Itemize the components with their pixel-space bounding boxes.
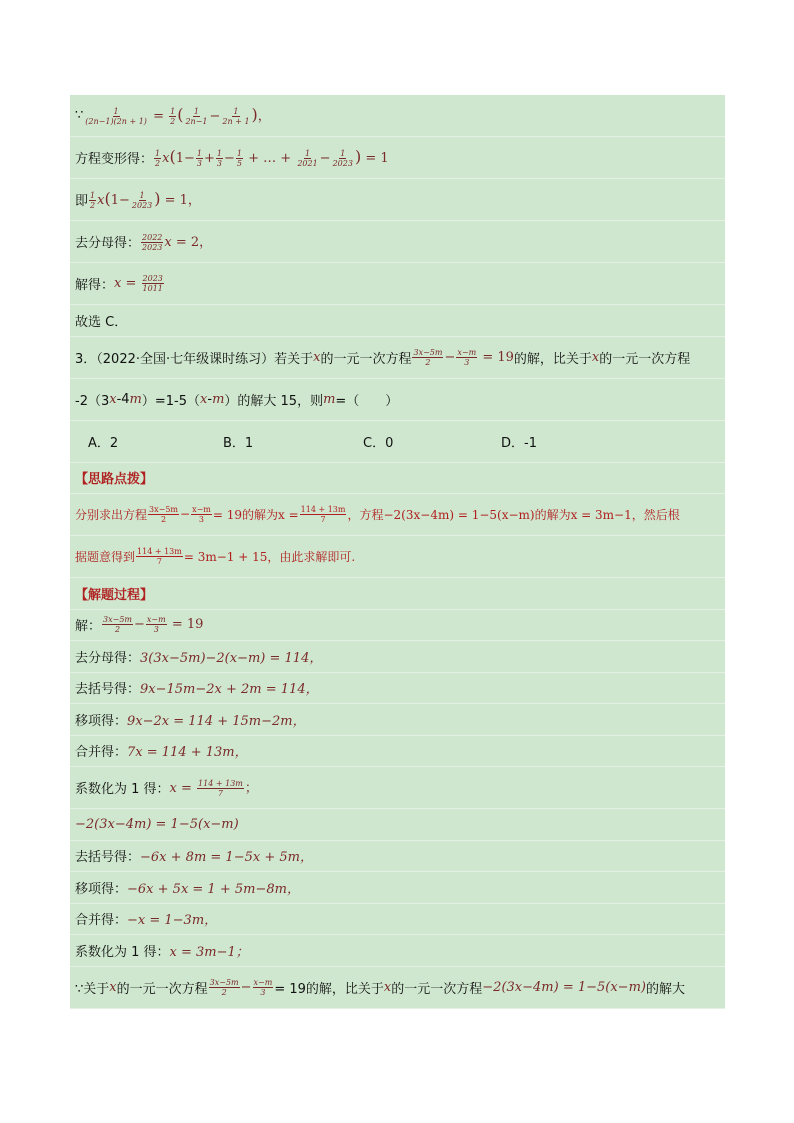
solution-step-3 — [70, 673, 725, 705]
numerator: 1 — [113, 107, 119, 116]
step-label: 即 — [75, 194, 89, 209]
line-solution — [70, 263, 725, 305]
option-c[interactable]: C．0 — [363, 435, 394, 451]
question-3-line-2 — [70, 379, 725, 421]
denominator: 3 — [198, 515, 205, 524]
variable-x: x — [97, 193, 105, 208]
left-hand-side: x = — [114, 276, 137, 291]
fraction — [148, 505, 179, 524]
solution-step-6 — [70, 767, 725, 809]
denominator: 2 — [425, 357, 431, 367]
solution-step-5 — [70, 736, 725, 768]
formula-partial-fraction: $\frac{1}{(2n-1)(2n + 1)}$ = $\frac{1}{2}$ ( $\frac{1}{2n-1}$ − $\frac{1}{2n + 1}$ )， — [85, 105, 271, 126]
step-label: 去分母得： — [75, 650, 141, 666]
numerator: x−m — [253, 977, 273, 987]
question-text: - — [207, 391, 213, 407]
denominator: 5 — [236, 159, 242, 168]
formula: 9x−15m−2x + 2m = 114， — [140, 682, 319, 698]
question-text: -2（3 — [75, 393, 110, 409]
formula: $\frac{3x-5m}{2}$ − $\frac{x-m}{3}$ = 19 — [103, 615, 204, 635]
numerator: 1 — [216, 149, 222, 158]
denominator: 3 — [153, 625, 159, 635]
numerator: 1 — [196, 149, 202, 158]
fraction — [142, 274, 164, 293]
numerator: 3x−5m — [413, 347, 443, 357]
variable-m: m — [129, 391, 142, 407]
fraction — [154, 149, 161, 168]
question-text: 的一元一次方程 — [320, 351, 412, 367]
fraction — [412, 348, 443, 367]
line-namely — [70, 179, 725, 221]
formula: −2(3x−4m) = 1−5(x−m) — [482, 979, 646, 995]
denominator: 3 — [260, 987, 266, 997]
right-hand-side: = 2， — [171, 235, 213, 250]
variable-m: m — [323, 391, 336, 407]
ellipsis: + … + — [243, 151, 296, 166]
fraction — [191, 505, 212, 524]
formula — [170, 777, 258, 798]
solution-step-10 — [70, 904, 725, 936]
numerator: 114 + 13m — [300, 505, 346, 514]
fraction — [184, 107, 208, 126]
solution-heading: 【解题过程】 — [75, 587, 154, 603]
solution-step-7 — [70, 809, 725, 841]
equals-sign: = — [153, 109, 164, 124]
left-hand-side: x = — [169, 781, 197, 796]
step-text: 的解大 — [645, 981, 685, 997]
hint-heading-row — [70, 463, 725, 495]
hint-line-2 — [70, 536, 725, 578]
denominator: 2023 — [332, 159, 353, 168]
step-text: 的一元一次方程 — [391, 981, 483, 997]
step-text: ∵关于 — [75, 981, 110, 997]
numerator: 2022 — [142, 233, 163, 242]
numerator: 2023 — [142, 274, 163, 283]
fraction — [332, 149, 354, 168]
variable-x: x — [200, 391, 208, 407]
fraction — [209, 978, 240, 997]
formula: 7x = 114 + 13m， — [127, 745, 248, 761]
hint-text: = 3m−1 + 15，由此求解即可. — [183, 550, 356, 564]
denominator: 3 — [216, 159, 222, 168]
numerator: 1 — [139, 191, 145, 200]
formula: $\frac{3x-5m}{2}$ − $\frac{x-m}{3}$ — [149, 505, 211, 524]
numerator: 1 — [340, 149, 346, 158]
question-text: -4 — [116, 391, 130, 407]
fraction — [300, 505, 347, 524]
punctuation: ； — [244, 781, 258, 796]
hint-text: ，方程−2(3x−4m) = 1−5(x−m)的解为x = 3m−1，然后根 — [347, 508, 680, 522]
numerator: x−m — [192, 505, 211, 514]
numerator: 114 + 13m — [137, 547, 182, 556]
option-a[interactable]: A．2 — [88, 435, 119, 451]
fraction — [221, 107, 250, 126]
variable-x: x — [383, 979, 392, 995]
right-hand-side: = 19 — [478, 349, 514, 365]
numerator: 1 — [90, 191, 96, 200]
step-label: 去括号得： — [75, 850, 141, 866]
formula-telescoping-sum: $\frac{1}{2}$ x(1− $\frac{1}{3}$ + $\frac{1}{3}$ − $\frac{1}{5}$ + … + $\frac{1}{2021}$ − $\frac{1}{2023}$ ) = 1 — [155, 147, 389, 168]
solution-heading-row — [70, 578, 725, 610]
minus-sign: − — [209, 109, 221, 124]
fraction — [253, 978, 274, 997]
fraction — [102, 615, 133, 634]
variable-x: x — [313, 349, 321, 365]
formula — [114, 274, 165, 293]
formula: 3(3x−5m)−2(x−m) = 114， — [140, 650, 323, 666]
line-since — [70, 95, 725, 137]
question-text: ）的解大 15，则 — [224, 393, 324, 409]
step-label: 解得： — [75, 278, 115, 293]
fraction — [196, 149, 203, 168]
fraction — [236, 149, 243, 168]
numerator: 1 — [170, 107, 176, 116]
step-label: 去括号得： — [75, 682, 141, 698]
numerator: x−m — [457, 347, 477, 357]
denominator: 2 — [221, 987, 227, 997]
denominator: 7 — [217, 789, 223, 798]
step-text: = 19的解，比关于 — [274, 981, 384, 997]
denominator: 2 — [114, 625, 121, 635]
variable-x: x — [162, 151, 170, 166]
denominator: 2n + 1 — [222, 117, 250, 126]
denominator: 2 — [155, 159, 161, 168]
variable-x: x — [591, 349, 600, 365]
hint-line-1 — [70, 494, 725, 536]
question-text: 的一元一次方程 — [599, 351, 691, 367]
denominator: 2021 — [297, 159, 318, 168]
fraction — [136, 547, 183, 566]
hint-text: 分别求出方程 — [75, 508, 148, 522]
step-label: 方程变形得： — [75, 152, 154, 167]
solution-step-9 — [70, 872, 725, 904]
line-transform — [70, 137, 725, 179]
solution-step-4 — [70, 704, 725, 736]
fraction — [197, 779, 244, 798]
solution-step-11 — [70, 935, 725, 967]
denominator: 2 — [170, 117, 176, 126]
denominator: 7 — [156, 557, 162, 566]
fraction — [131, 191, 153, 210]
right-hand-side: = 1， — [160, 193, 201, 208]
variable-x: x — [109, 391, 117, 407]
formula — [140, 231, 212, 252]
line-answer — [70, 305, 725, 337]
numerator: 1 — [233, 107, 239, 116]
step-label: 去分母得： — [75, 236, 141, 251]
answer-text: 故选 C． — [75, 314, 128, 330]
variable-x: x — [164, 235, 172, 250]
variable-m: m — [212, 391, 225, 407]
step-label: 移项得： — [75, 713, 128, 729]
formula: 9x−2x = 114 + 15m−2m， — [127, 713, 306, 729]
numerator: 1 — [236, 149, 242, 158]
document-body — [70, 95, 725, 1009]
denominator: 7 — [320, 515, 326, 524]
right-hand-side: = 1 — [361, 151, 389, 166]
denominator: 1011 — [142, 284, 163, 293]
fraction — [141, 233, 163, 252]
step-label: 系数化为 1 得： — [75, 944, 170, 960]
fraction — [296, 149, 318, 168]
variable-x: x — [109, 979, 117, 995]
denominator: 2023 — [131, 201, 153, 210]
step-label: 解： — [75, 619, 102, 635]
formula: x = 3m−1； — [169, 944, 249, 960]
right-hand-side: = 19 — [167, 617, 204, 633]
solution-step-2 — [70, 641, 725, 673]
step-label: 合并得： — [75, 913, 128, 929]
number: 1 — [175, 151, 184, 166]
denominator: 2 — [90, 201, 96, 210]
formula: $\frac{3x-5m}{2}$ − $\frac{x-m}{3}$ = 19 — [413, 347, 514, 367]
option-d[interactable]: D．-1 — [501, 435, 537, 451]
numerator: 3x−5m — [209, 977, 239, 987]
question-text: 3．（2022·全国·七年级课时练习）若关于 — [75, 351, 314, 367]
denominator: 3 — [196, 159, 202, 168]
numerator: 1 — [193, 107, 200, 116]
step-text: 的一元一次方程 — [116, 981, 208, 997]
line-clear-denominator — [70, 221, 725, 263]
fraction — [89, 191, 96, 210]
numerator: 1 — [304, 149, 311, 158]
question-text: 的解，比关于 — [513, 351, 592, 367]
punctuation: ， — [257, 109, 271, 124]
numerator: 3x−5m — [103, 615, 132, 625]
numerator: 3x−5m — [149, 505, 178, 514]
numerator: 114 + 13m — [198, 779, 243, 788]
hint-text: 据题意得到 — [75, 550, 136, 564]
formula-simplified: $\frac{1}{2}$ x(1− $\frac{1}{2023}$ ) = 1， — [90, 189, 201, 210]
fraction — [456, 348, 477, 367]
denominator: 2023 — [142, 243, 163, 252]
solution-step-8 — [70, 841, 725, 873]
numerator: x−m — [146, 615, 166, 625]
question-text: =（ ） — [335, 393, 399, 409]
solution-step-1 — [70, 610, 725, 642]
fraction — [146, 615, 167, 634]
step-label: 移项得： — [75, 881, 128, 897]
question-3-line-1 — [70, 337, 725, 379]
denominator: 3 — [464, 357, 470, 367]
formula: $\frac{3x-5m}{2}$ − $\frac{x-m}{3}$ — [209, 977, 273, 997]
solution-step-12 — [70, 967, 725, 1009]
since-symbol: ∵ — [75, 108, 84, 123]
formula: −6x + 5x = 1 + 5m−8m， — [127, 881, 300, 897]
fraction — [216, 149, 223, 168]
hint-text: = 19的解为 — [212, 508, 279, 522]
numerator: 1 — [155, 149, 161, 158]
formula: −6x + 8m = 1−5x + 5m， — [140, 850, 313, 866]
denominator: 2 — [160, 515, 167, 524]
step-label: 系数化为 1 得： — [75, 782, 170, 797]
question-text: ）=1-5（ — [141, 393, 201, 409]
hint-heading: 【思路点拨】 — [75, 472, 154, 488]
formula: −2(3x−4m) = 1−5(x−m) — [75, 816, 239, 832]
fraction — [169, 107, 176, 126]
option-b[interactable]: B．1 — [223, 435, 254, 451]
fraction — [84, 107, 148, 126]
denominator: (2n−1)(2n + 1) — [85, 117, 147, 126]
number: 1 — [110, 193, 119, 208]
denominator: 2n−1 — [185, 117, 208, 126]
options-row — [70, 421, 725, 463]
step-label: 合并得： — [75, 745, 128, 761]
hint-text: x = — [278, 507, 299, 522]
formula: −x = 1−3m， — [127, 913, 218, 929]
